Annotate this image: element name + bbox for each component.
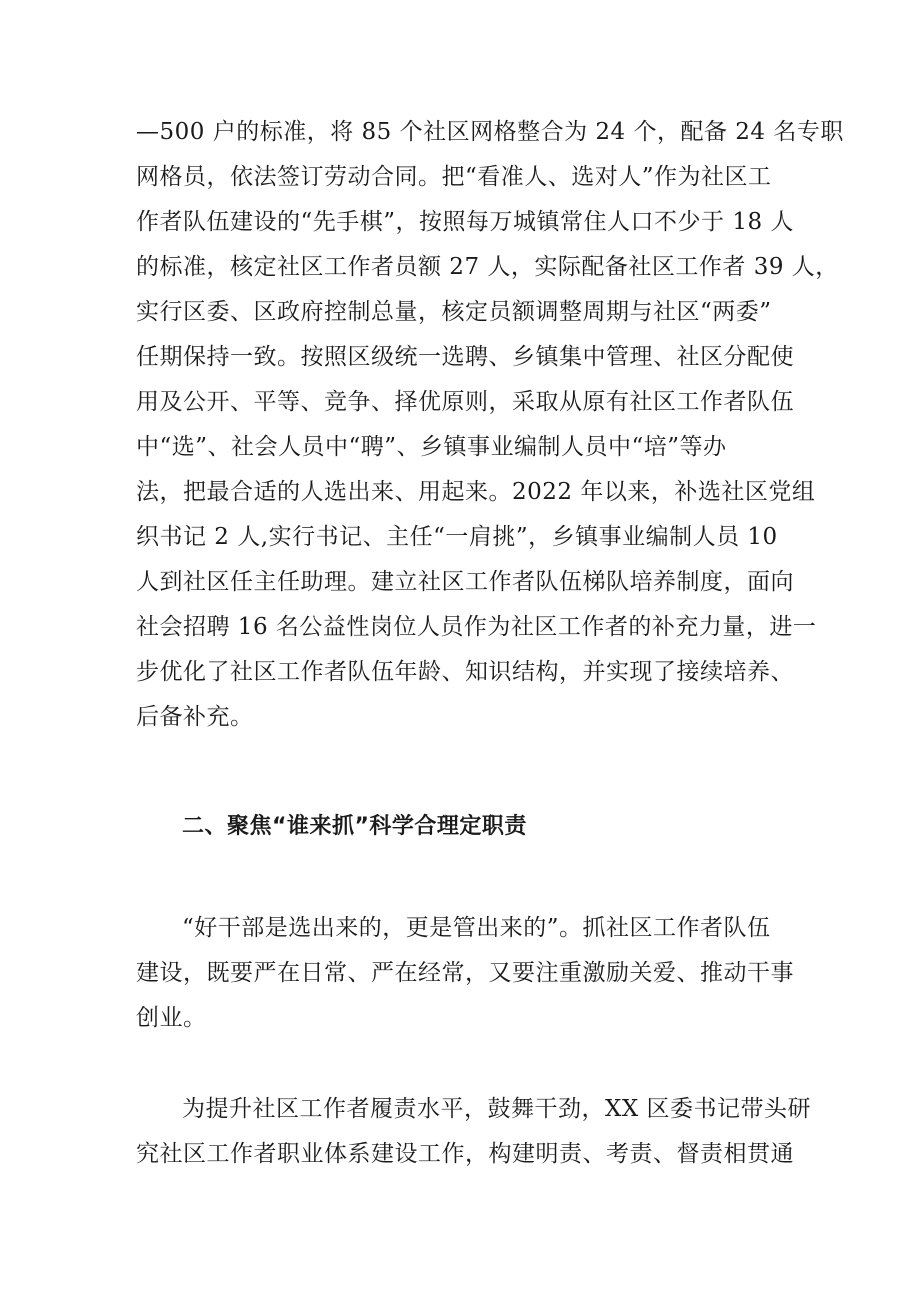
paragraph-line: 建设，既要严在日常、严在经常，又要注重激励关爱、推动干事 [136, 960, 794, 986]
paragraph-line: 织书记 2 人,实行书记、主任“一肩挑”，乡镇事业编制人员 10 [136, 524, 778, 550]
paragraph-line: 任期保持一致。按照区级统一选聘、乡镇集中管理、社区分配使 [136, 344, 794, 370]
paragraph-line: 人到社区任主任助理。建立社区工作者队伍梯队培养制度，面向 [136, 569, 794, 595]
paragraph-line: 社会招聘 16 名公益性岗位人员作为社区工作者的补充力量，进一 [136, 614, 817, 640]
paragraph-line: 究社区工作者职业体系建设工作，构建明责、考责、督责相贯通 [136, 1141, 794, 1167]
paragraph-line: 为提升社区工作者履责水平，鼓舞干劲，XX 区委书记带头研 [182, 1096, 812, 1122]
paragraph-line: “好干部是选出来的，更是管出来的”。抓社区工作者队伍 [182, 915, 771, 941]
paragraph-line: 后备补充。 [136, 704, 254, 730]
paragraph-line: 作者队伍建设的“先手棋”，按照每万城镇常住人口不少于 18 人 [136, 209, 794, 235]
paragraph-line: 法，把最合适的人选出来、用起来。2022 年以来，补选社区党组 [136, 479, 816, 505]
paragraph-line: 的标准，核定社区工作者员额 27 人，实际配备社区工作者 39 人， [136, 254, 839, 280]
paragraph-line: 步优化了社区工作者队伍年龄、知识结构，并实现了接续培养、 [136, 659, 794, 685]
paragraph-line: —500 户的标准，将 85 个社区网格整合为 24 个，配备 24 名专职 [136, 119, 844, 145]
paragraph-line: 网格员，依法签订劳动合同。把“看准人、选对人”作为社区工 [136, 164, 772, 190]
paragraph-line: 中“选”、社会人员中“聘”、乡镇事业编制人员中“培”等办 [136, 434, 727, 460]
paragraph-line: 用及公开、平等、竞争、择优原则，采取从原有社区工作者队伍 [136, 389, 794, 415]
section-heading: 二、聚焦“谁来抓”科学合理定职责 [182, 814, 527, 839]
paragraph-line: 创业。 [136, 1005, 207, 1031]
paragraph-line: 实行区委、区政府控制总量，核定员额调整周期与社区“两委” [136, 299, 772, 325]
